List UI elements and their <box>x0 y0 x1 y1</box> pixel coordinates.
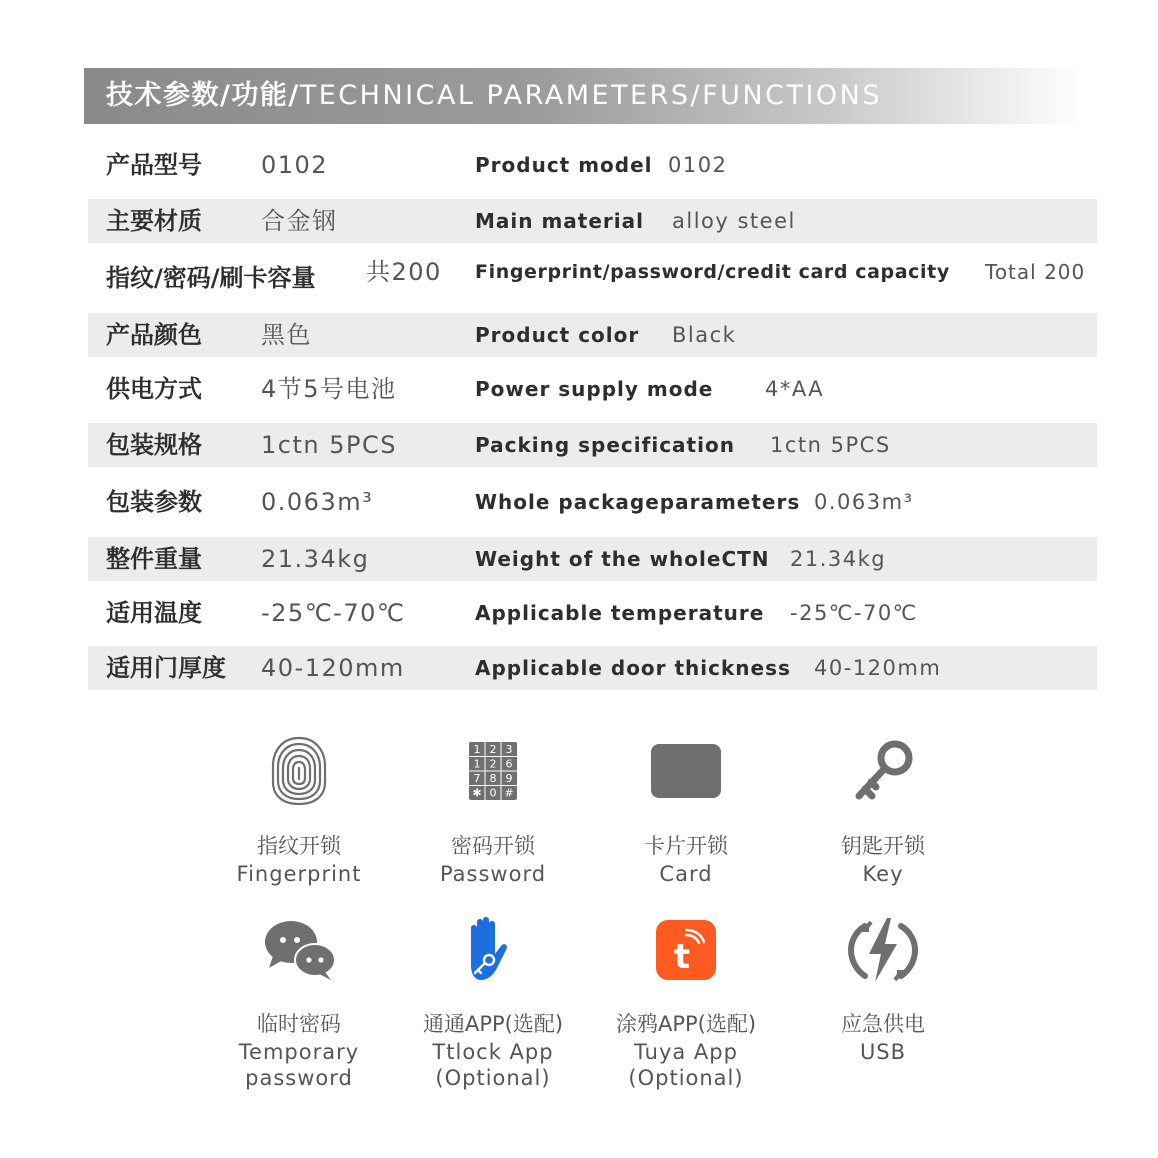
spec-cn-label: 指纹/密码/刷卡容量 <box>106 264 316 292</box>
fingerprint-icon <box>259 730 339 810</box>
feature-en-label: Password <box>439 862 547 886</box>
spec-en-label: Applicable temperature <box>475 601 765 625</box>
spec-row-packing <box>88 423 1097 467</box>
keypad-key: 7 <box>473 772 481 785</box>
card-icon <box>646 730 726 810</box>
spec-en-value: 0102 <box>668 153 728 177</box>
feature-cn-label: 涂鸦APP(选配) <box>615 1012 757 1036</box>
keypad-key: 8 <box>489 772 497 785</box>
spec-cn-value: 1ctn 5PCS <box>261 431 397 459</box>
spec-en-value: 21.34kg <box>790 547 887 571</box>
spec-en-value: 1ctn 5PCS <box>770 433 891 457</box>
spec-cn-label: 整件重量 <box>106 545 202 573</box>
feature-fingerprint <box>204 730 394 887</box>
feature-en-label: Card <box>659 862 713 886</box>
feature-cn-label: 应急供电 <box>841 1012 925 1036</box>
feature-en-label: Fingerprint <box>236 862 362 886</box>
spec-en-label: Power supply mode <box>475 377 714 401</box>
spec-cn-label: 适用门厚度 <box>106 654 226 682</box>
spec-cn-value: 4节5号电池 <box>261 375 397 403</box>
spec-en-label: Product color <box>475 323 640 347</box>
feature-card <box>591 730 781 887</box>
feature-en-label: Temporary <box>238 1040 360 1064</box>
spec-row-package-params <box>88 480 1097 524</box>
feature-cn-label: 钥匙开锁 <box>841 834 925 858</box>
spec-en-label: Fingerprint/password/credit card capacity <box>475 261 950 283</box>
tuya-logo-letter: t <box>673 937 691 977</box>
usb-power-icon <box>843 910 923 990</box>
page-title <box>106 68 882 124</box>
spec-en-value: Total 200 <box>985 260 1086 284</box>
spec-row-door-thickness <box>88 646 1097 690</box>
feature-en-label: Ttlock App <box>432 1040 554 1064</box>
keypad-key: # <box>504 786 514 800</box>
spec-row-capacity <box>88 252 1097 304</box>
feature-cn-label: 通通APP(选配) <box>422 1012 564 1036</box>
tuya-icon <box>646 910 726 990</box>
feature-ttlock-app <box>398 910 588 1091</box>
page-title-cn: 技术参数/功能/ <box>106 80 300 111</box>
feature-en-label: (Optional) <box>628 1066 744 1090</box>
feature-en-label: Key <box>862 862 904 886</box>
spec-cn-value: 合金钢 <box>261 207 338 235</box>
keypad-key: 1 <box>473 743 481 756</box>
spec-cn-label: 产品型号 <box>106 151 202 179</box>
feature-cn-label: 指纹开锁 <box>257 834 341 858</box>
spec-en-value: 4*AA <box>765 377 825 401</box>
spec-row-temperature <box>88 591 1097 635</box>
spec-row-material <box>88 199 1097 243</box>
page-title-en: TECHNICAL PARAMETERS/FUNCTIONS <box>299 80 882 111</box>
spec-en-value: 0.063m³ <box>814 490 914 514</box>
keypad-icon <box>453 730 533 810</box>
feature-cn-label: 密码开锁 <box>451 834 535 858</box>
spec-en-label: Packing specification <box>475 433 735 457</box>
spec-en-value: alloy steel <box>672 209 796 233</box>
spec-cn-label: 包装规格 <box>106 431 202 459</box>
spec-cn-value: 21.34kg <box>261 545 370 573</box>
spec-cn-label: 供电方式 <box>106 375 202 403</box>
feature-password <box>398 730 588 887</box>
spec-en-label: Main material <box>475 209 644 233</box>
spec-en-value: -25℃-70℃ <box>790 601 918 625</box>
spec-row-model <box>88 143 1097 187</box>
spec-cn-label: 包装参数 <box>106 488 202 516</box>
keypad-key: 1 <box>473 757 481 771</box>
hand-key-icon <box>453 910 533 990</box>
keypad-key: 3 <box>505 743 513 756</box>
spec-en-label: Weight of the wholeCTN <box>475 547 770 571</box>
feature-en-label: USB <box>859 1040 907 1064</box>
spec-cn-value: 0.063m³ <box>261 488 374 516</box>
keypad-key: 2 <box>489 757 497 771</box>
spec-en-label: Product model <box>475 153 653 177</box>
chat-icon <box>259 910 339 990</box>
spec-en-value: 40-120mm <box>814 656 942 680</box>
spec-cn-label: 适用温度 <box>106 599 202 627</box>
feature-temporary-password <box>204 910 394 1091</box>
feature-cn-label: 临时密码 <box>257 1012 341 1036</box>
spec-cn-value: 0102 <box>261 151 329 179</box>
feature-cn-label: 卡片开锁 <box>644 834 728 858</box>
feature-key <box>788 730 978 887</box>
spec-cn-label: 产品颜色 <box>106 321 202 349</box>
keypad-key: 9 <box>505 772 513 785</box>
key-icon <box>843 730 923 810</box>
spec-cn-value: 40-120mm <box>261 654 405 682</box>
spec-cn-value: 黑色 <box>261 321 312 349</box>
feature-usb-power <box>788 910 978 1065</box>
spec-row-weight <box>88 537 1097 581</box>
keypad-key: 0 <box>489 786 497 800</box>
spec-row-power <box>88 367 1097 411</box>
spec-row-color <box>88 313 1097 357</box>
spec-cn-value: 共200 <box>366 258 442 286</box>
keypad-key: 6 <box>505 757 513 771</box>
spec-cn-label: 主要材质 <box>106 207 202 235</box>
feature-en-label: (Optional) <box>435 1066 551 1090</box>
keypad-key: ✱ <box>472 786 482 800</box>
keypad-key: 2 <box>489 743 497 756</box>
feature-en-label: Tuya App <box>634 1040 738 1064</box>
spec-cn-value: -25℃-70℃ <box>261 599 406 627</box>
spec-en-value: Black <box>672 323 737 347</box>
feature-en-label: password <box>245 1066 353 1090</box>
header-banner <box>84 68 1084 124</box>
feature-tuya-app <box>591 910 781 1091</box>
spec-en-label: Whole packageparameters <box>475 490 801 514</box>
spec-en-label: Applicable door thickness <box>475 656 791 680</box>
